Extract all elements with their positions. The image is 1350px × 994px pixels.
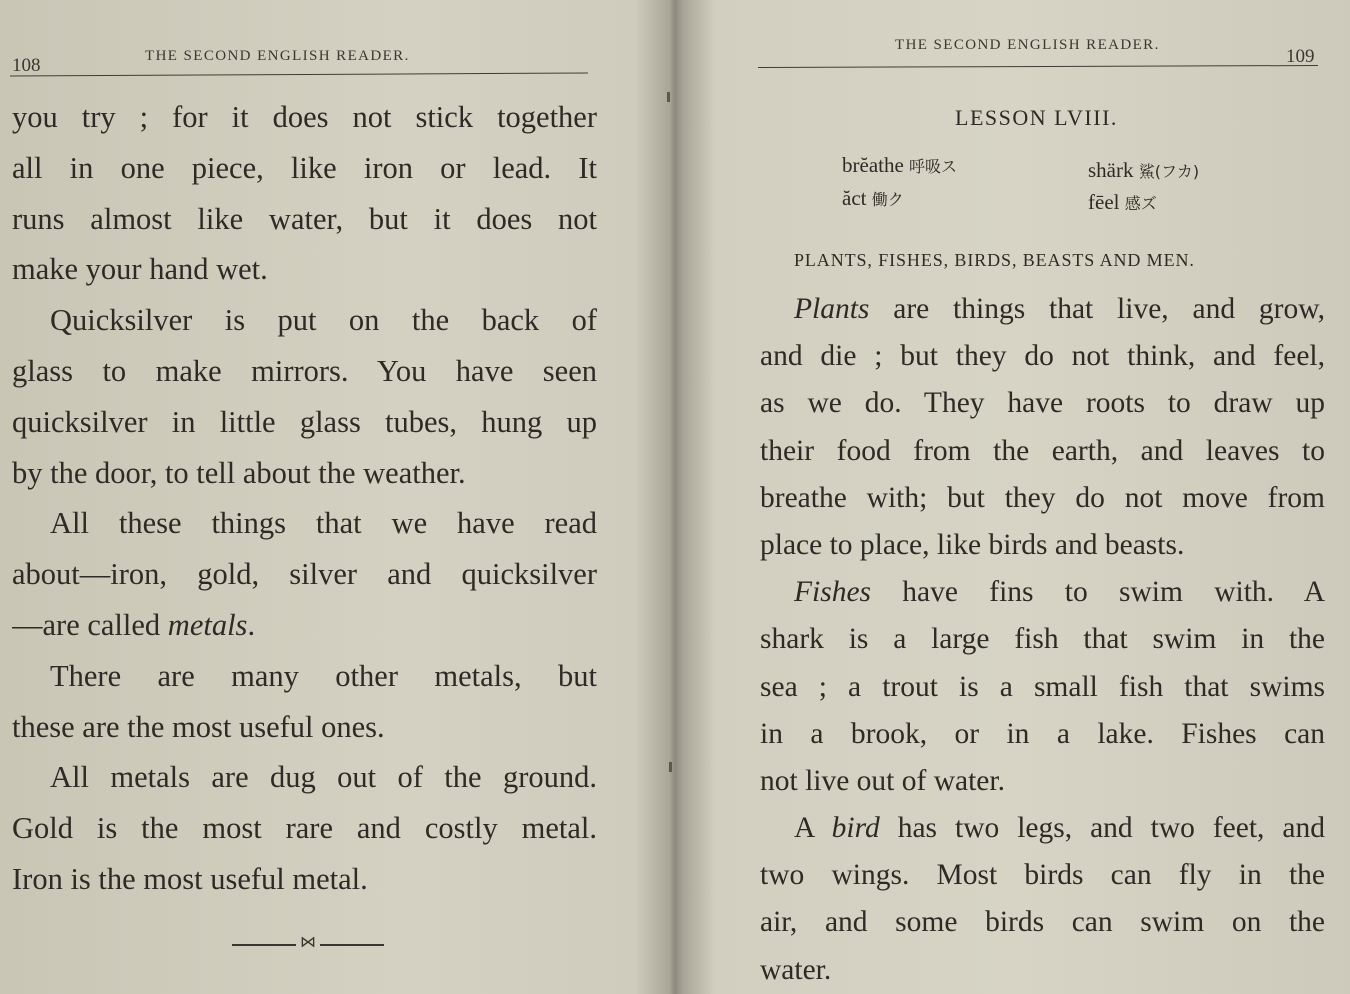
body-line: all in one piece, like iron or lead. It <box>12 150 597 185</box>
body-line: All metals are dug out of the ground. <box>50 760 597 795</box>
running-head-right: THE SECOND ENGLISH READER. <box>895 37 1160 53</box>
body-line: shark is a large fish that swim in the <box>760 623 1325 656</box>
line-text: . <box>247 607 256 642</box>
running-head-left: THE SECOND ENGLISH READER. <box>145 48 410 64</box>
line-text: A <box>794 812 832 845</box>
vocab-word: fēel <box>1088 190 1120 214</box>
end-ornament <box>232 934 384 952</box>
body-line: Quicksilver is put on the back of <box>50 303 597 338</box>
body-line: place to place, like birds and beasts. <box>760 528 1185 561</box>
vocab-gloss: 働ク <box>871 190 904 209</box>
body-line: you try ; for it does not stick together <box>12 100 597 134</box>
page-number-108: 108 <box>12 55 41 76</box>
body-line: by the door, to tell about the weather. <box>12 455 466 490</box>
right-page-body <box>760 286 1325 994</box>
right-page <box>690 0 1350 994</box>
body-line: There are many other metals, but <box>50 658 597 693</box>
emphasis-fishes: Fishes <box>794 576 872 609</box>
body-line: sea ; a trout is a small fish that swims <box>760 670 1325 703</box>
body-line: about—iron, gold, silver and quicksilver <box>12 557 597 592</box>
vocab-gloss: 呼吸ス <box>909 157 958 176</box>
body-line: these are the most useful ones. <box>12 709 385 744</box>
vocab-entry-shark <box>1088 158 1199 183</box>
vocab-entry-breathe <box>842 153 957 178</box>
body-line: air, and some birds can swim on the <box>760 906 1325 939</box>
line-text: —are called <box>12 607 168 642</box>
body-line: make your hand wet. <box>12 252 268 287</box>
left-page-body <box>12 92 597 905</box>
body-line-bird <box>760 805 1325 852</box>
body-line: Iron is the most useful metal. <box>12 861 368 896</box>
body-line-fishes <box>760 569 1325 616</box>
body-line: water. <box>760 953 832 986</box>
section-title: PLANTS, FISHES, BIRDS, BEASTS AND MEN. <box>794 250 1195 270</box>
page-number-109: 109 <box>1286 46 1315 67</box>
emphasis-bird: bird <box>831 812 880 845</box>
body-line: All these things that we have read <box>50 506 597 541</box>
ornament-rule <box>320 944 384 946</box>
vocab-entry-feel <box>1088 190 1157 215</box>
body-line: runs almost like water, but it does not <box>12 201 597 236</box>
left-page <box>0 0 665 994</box>
ornament-flourish-icon: ⋈ <box>300 934 316 951</box>
lesson-title: LESSON LVIII. <box>955 105 1118 130</box>
binding-stitch <box>669 762 672 772</box>
body-line: not live out of water. <box>760 764 1005 797</box>
vocab-gloss: 感ズ <box>1124 194 1157 213</box>
body-line: as we do. They have roots to draw up <box>760 387 1325 420</box>
body-line: in a brook, or in a lake. Fishes can <box>760 717 1325 750</box>
body-line: Gold is the most rare and costly metal. <box>12 811 597 846</box>
emphasis-metals: metals <box>167 607 248 642</box>
line-text: have fins to swim with. A <box>871 576 1325 609</box>
vocab-word: ăct <box>842 186 867 210</box>
body-line: glass to make mirrors. You have seen <box>12 353 597 388</box>
header-rule-left <box>10 72 588 76</box>
emphasis-plants: Plants <box>794 293 870 325</box>
vocab-entry-act <box>842 186 904 211</box>
line-text: are things that live, and grow, <box>869 293 1325 325</box>
body-line: their food from the earth, and leaves to <box>760 434 1325 467</box>
body-line-metals <box>12 600 597 651</box>
vocab-word: brĕathe <box>842 153 904 177</box>
body-line-plants <box>760 286 1325 333</box>
binding-stitch <box>667 92 670 102</box>
body-line: two wings. Most birds can fly in the <box>760 859 1325 892</box>
body-line: and die ; but they do not think, and feel, <box>760 340 1325 373</box>
line-text: has two legs, and two feet, and <box>879 812 1325 845</box>
body-line: quicksilver in little glass tubes, hung up <box>12 404 597 439</box>
body-line: breathe with; but they do not move from <box>760 481 1325 514</box>
vocab-gloss: 鯊(フカ) <box>1138 162 1200 181</box>
header-rule-right <box>758 65 1318 68</box>
ornament-rule <box>232 944 296 946</box>
vocab-word: shärk <box>1088 158 1134 182</box>
